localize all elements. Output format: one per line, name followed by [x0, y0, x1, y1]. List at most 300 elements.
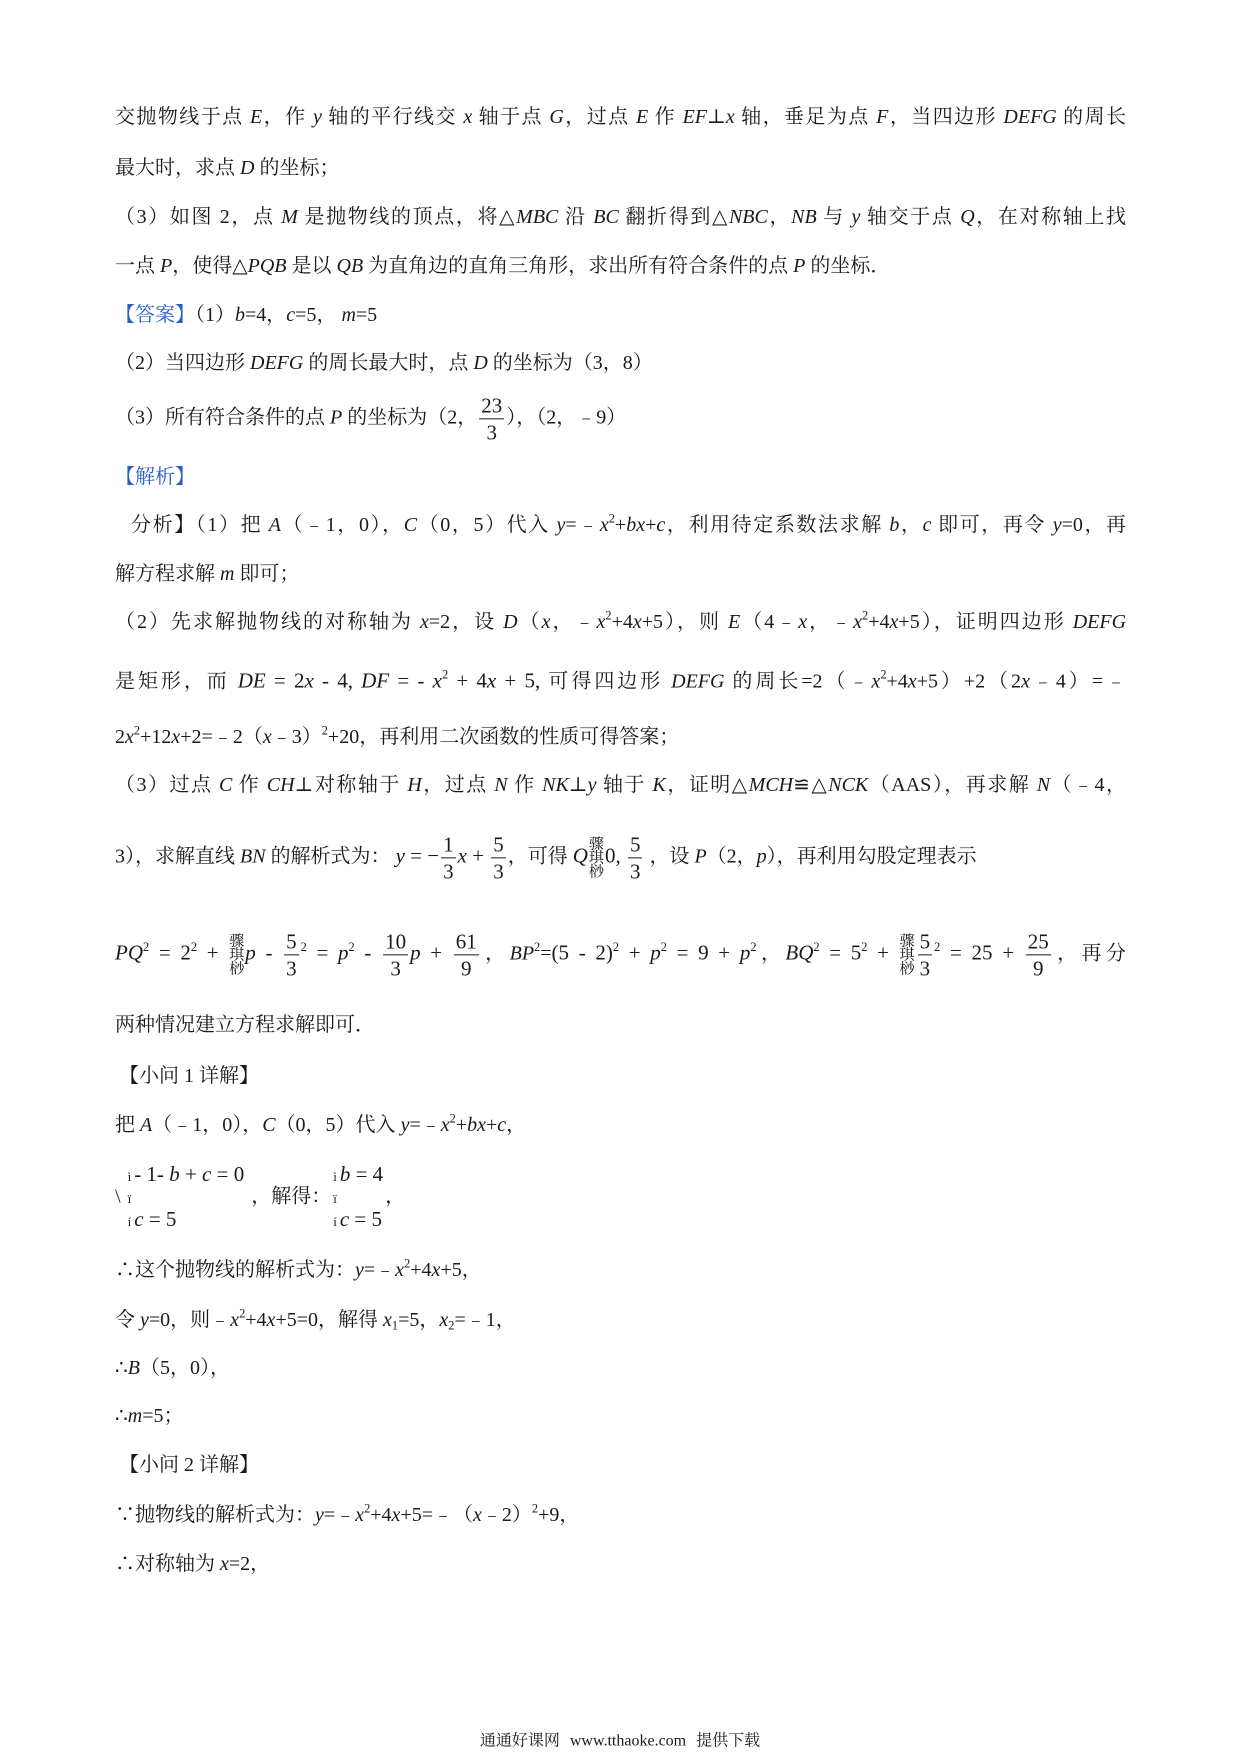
text-run: 一点: [115, 255, 160, 277]
text-run: 骤: [229, 933, 245, 949]
fraction-numerator: 5: [491, 832, 506, 858]
italic-variable: x: [419, 611, 429, 633]
solution-line: [115, 1551, 270, 1577]
text-run: 桫: [588, 864, 604, 880]
fraction-denominator: 3: [390, 956, 401, 981]
text-run: （0，5）代入: [417, 514, 557, 536]
text-run: 是矩形，而: [115, 670, 238, 693]
text-run: 最大时，求点: [115, 157, 240, 179]
math-text: + 4: [448, 668, 487, 693]
text-run: =0，再: [1061, 514, 1127, 536]
brace-glyph: ï: [333, 1191, 337, 1206]
italic-variable: b: [889, 514, 900, 536]
text-run: +: [486, 1114, 498, 1136]
fraction-numerator: 23: [479, 393, 504, 419]
analysis-line: [115, 609, 1126, 635]
text-run: ，在对称轴上找: [974, 206, 1127, 228]
italic-variable: NB: [791, 206, 817, 228]
text-run: =﹣1，: [454, 1309, 516, 1331]
superscript: 2: [321, 723, 328, 738]
italic-variable: B: [127, 1357, 140, 1379]
math-text: +: [420, 940, 452, 965]
answer-line: [115, 302, 377, 328]
italic-variable: MCH: [748, 774, 794, 796]
italic-variable: DEFG: [1072, 611, 1127, 633]
text-run: +4: [886, 670, 908, 693]
math-variable: p: [245, 940, 256, 965]
italic-variable: x: [395, 1259, 405, 1281]
brace-glyph: í: [127, 1214, 132, 1229]
math-text: + 5,: [496, 668, 549, 693]
italic-variable: A: [268, 514, 281, 536]
text-run: ，﹣: [807, 611, 854, 633]
math-variable: DF: [361, 668, 390, 693]
equation-row: [333, 1187, 340, 1209]
equation-row: [128, 1164, 245, 1187]
analysis-line: [115, 772, 1126, 798]
text-run: ），（2，﹣9）: [506, 406, 627, 429]
answer-line: [115, 393, 626, 444]
text-run: ⊥: [707, 106, 726, 128]
text-run: 把: [115, 1114, 140, 1136]
italic-variable: NK: [542, 774, 569, 796]
italic-variable: bx: [467, 1114, 486, 1136]
math-variable: Q: [572, 843, 588, 868]
superscript: 2: [364, 1501, 371, 1516]
question-line: [115, 253, 890, 279]
italic-variable: C: [262, 1114, 276, 1136]
text-run: 琪: [588, 850, 604, 866]
equation-row: [900, 962, 915, 976]
italic-variable: MBC: [516, 206, 559, 228]
text-run: +4: [245, 1309, 267, 1331]
italic-variable: x: [599, 514, 609, 536]
italic-variable: x: [889, 611, 899, 633]
superscript: 2: [880, 667, 887, 682]
math-text: = −: [404, 843, 440, 868]
italic-variable: y: [587, 774, 597, 796]
italic-variable: x: [383, 1309, 392, 1331]
subquestion-1-heading: [119, 1063, 259, 1089]
text-run: ，过点: [563, 106, 637, 128]
text-run: ﹣4）=﹣: [1029, 670, 1126, 693]
text-run: （﹣1，0），: [280, 514, 404, 536]
math-text: +: [197, 940, 229, 965]
equation-row: [128, 1209, 177, 1232]
text-run: （3）所有符合条件的点: [115, 406, 330, 429]
analysis-line: [115, 724, 679, 750]
italic-variable: x: [871, 670, 881, 693]
italic-variable: G: [549, 106, 564, 128]
italic-variable: x: [431, 1259, 441, 1281]
math-variable: p: [410, 940, 421, 965]
text-run: 与: [816, 206, 852, 228]
text-run: （4﹣: [740, 611, 799, 633]
equation-row: [229, 962, 244, 976]
text-run: =5；: [142, 1405, 184, 1427]
text-run: ），再利用勾股定理表示: [766, 845, 977, 868]
italic-variable: x: [220, 1553, 229, 1575]
footer-source: 通通好课网 www.tthaoke.com 提供下载: [479, 1732, 761, 1750]
equation-system: [128, 1164, 245, 1232]
italic-variable: P: [160, 255, 173, 277]
text-run: ，解得：: [246, 1185, 332, 1208]
math-variable: x: [304, 668, 314, 693]
text-run: ⊥: [568, 774, 588, 796]
fraction-numerator: 10: [383, 929, 408, 955]
text-run: ，当四边形: [888, 106, 1004, 128]
math-variable: p: [650, 940, 661, 965]
text-run: 沿: [558, 206, 594, 228]
equation-row: [333, 1209, 382, 1232]
math-text: = 4: [350, 1162, 384, 1186]
fraction-numerator: 1: [441, 832, 456, 858]
text-run: ，设: [644, 845, 695, 868]
text-run: ，: [385, 1185, 406, 1208]
math-variable: BQ: [785, 940, 814, 965]
text-run: 【小问 2 详解】: [119, 1454, 259, 1476]
text-run: 骤: [588, 836, 604, 852]
text-run: 的周长最大时，点: [303, 352, 474, 374]
math-variable: x: [486, 668, 497, 693]
italic-variable: BC: [593, 206, 619, 228]
text-run: +20，再利用二次函数的性质可得答案；: [327, 726, 680, 748]
text-run: 作: [232, 774, 267, 796]
text-run: 【小问 1 详解】: [119, 1065, 259, 1087]
text-run: （﹣1，0），: [152, 1114, 263, 1136]
italic-variable: C: [218, 774, 233, 796]
italic-variable: BP: [509, 942, 535, 965]
italic-variable: EF: [682, 106, 707, 128]
text-run: ∵抛物线的解析式为：: [115, 1504, 315, 1526]
fraction: [628, 832, 643, 883]
italic-variable: y: [315, 1504, 324, 1526]
text-run: ，: [767, 206, 792, 228]
text-run: 的坐标为（2，: [342, 406, 478, 429]
text-run: 的坐标为（3，8）: [487, 352, 653, 374]
text-run: 骤: [899, 933, 915, 949]
math-variable: PQ: [115, 940, 143, 965]
text-run: （2）先求解抛物线的对称轴为: [115, 611, 420, 633]
math-text: +: [179, 1162, 203, 1186]
italic-variable: E: [728, 611, 741, 633]
italic-variable: C: [403, 514, 418, 536]
superscript: 2: [605, 608, 612, 623]
text-run: ﹣3）: [271, 726, 322, 748]
text-run: =﹣: [565, 514, 600, 536]
italic-variable: c: [286, 304, 296, 326]
text-run: 为直角边的直角三角形，求出所有符合条件的点: [363, 255, 794, 277]
text-run: 作: [648, 106, 683, 128]
italic-variable: CH: [266, 774, 295, 796]
fraction: [441, 832, 456, 883]
math-variable: c: [202, 1162, 212, 1186]
subscript: 1: [391, 1318, 399, 1333]
superscript: 2: [239, 1306, 246, 1321]
italic-variable: x: [266, 1309, 276, 1331]
superscript: 2: [143, 939, 150, 954]
brace-glyph: ì: [333, 1169, 337, 1184]
equation-glyph-stack: [589, 837, 604, 879]
text-run: （2，: [706, 845, 757, 868]
text-run: 的周长: [1056, 106, 1127, 128]
text-run: 轴交于点: [860, 206, 961, 228]
italic-variable: x: [463, 106, 473, 128]
italic-variable: x: [125, 726, 134, 748]
italic-variable: x: [632, 611, 642, 633]
italic-variable: x: [439, 1309, 449, 1331]
question-line: [115, 104, 1126, 130]
solution-line: [115, 1307, 516, 1333]
equation-row: [333, 1164, 383, 1187]
italic-variable: b: [235, 304, 245, 326]
text-run: =﹣: [323, 1504, 356, 1526]
text-run: 2: [115, 726, 125, 748]
text-run: （: [517, 611, 542, 633]
subquestion-2-heading: [119, 1452, 259, 1478]
italic-variable: y: [851, 206, 861, 228]
text-run: +5），则: [641, 611, 729, 633]
italic-variable: x: [391, 1504, 401, 1526]
superscript: 2: [660, 939, 667, 954]
text-run: ，证明△: [665, 774, 749, 796]
text-run: ∴: [115, 1357, 128, 1379]
fraction-numerator: 5: [628, 832, 643, 858]
text-run: 轴的平行线交: [321, 106, 464, 128]
text-run: （3）如图 2，点: [115, 206, 282, 228]
superscript: 2: [133, 723, 141, 738]
brace-glyph: í: [333, 1214, 337, 1229]
italic-variable: x: [541, 611, 551, 633]
italic-variable: D: [503, 611, 518, 633]
fraction-denominator: 9: [461, 956, 472, 981]
fraction-denominator: 3: [286, 956, 297, 981]
solution-line: [115, 1112, 526, 1138]
text-run: ，: [756, 942, 786, 965]
subscript: 2: [448, 1318, 455, 1333]
math-text: - 4,: [313, 668, 362, 693]
text-run: ，: [899, 514, 923, 536]
fraction-denominator: 3: [629, 859, 641, 884]
text-run: +5=0，解得: [275, 1309, 383, 1331]
text-run: =﹣: [409, 1114, 441, 1136]
text-run: ，再分: [1052, 942, 1127, 965]
text-run: +5）+2（2: [916, 670, 1022, 693]
italic-variable: NBC: [728, 206, 768, 228]
text-run: （3）过点: [115, 774, 219, 796]
analysis-line: [115, 929, 1126, 980]
equation-glyph-stack: [229, 934, 244, 976]
superscript: 2: [449, 1111, 456, 1126]
text-run: 轴于: [596, 774, 653, 796]
italic-variable: c: [656, 514, 666, 536]
text-run: （0，5）代入: [275, 1114, 401, 1136]
text-run: +12: [140, 726, 172, 748]
italic-variable: BN: [240, 845, 266, 868]
text-run: （AAS），再求解: [868, 774, 1037, 796]
text-run: =5，: [398, 1309, 440, 1331]
text-run: ，: [480, 942, 510, 965]
text-run: +9，: [538, 1504, 580, 1526]
text-run: （1）: [195, 304, 235, 326]
math-text: = 5: [349, 1207, 382, 1231]
italic-variable: A: [140, 1114, 153, 1136]
math-variable: c: [134, 1207, 144, 1231]
italic-variable: c: [922, 514, 932, 536]
italic-variable: m: [127, 1405, 143, 1427]
math-text: +: [619, 940, 651, 965]
italic-variable: m: [341, 304, 356, 326]
solution-line: [115, 1257, 482, 1283]
text-run: 的坐标；: [254, 157, 340, 179]
text-run: =2，: [228, 1553, 271, 1575]
math-text: = 5: [143, 1207, 177, 1231]
italic-variable: K: [652, 774, 666, 796]
math-variable: b: [169, 1162, 180, 1186]
italic-variable: DEFG: [1003, 106, 1057, 128]
italic-variable: x: [725, 106, 735, 128]
math-text: = 2: [149, 940, 191, 965]
text-run: 琪: [899, 947, 915, 963]
italic-variable: P: [330, 406, 343, 429]
italic-variable: y: [355, 1259, 364, 1281]
section-label: 【答案】: [115, 304, 195, 326]
text-run: =0，则﹣: [148, 1309, 231, 1331]
text-run: 桫: [899, 961, 915, 977]
text-run: 翻折得到△: [618, 206, 729, 228]
superscript: 2: [861, 939, 868, 954]
italic-variable: Q: [960, 206, 975, 228]
text-run: ⊥对称轴于: [294, 774, 408, 796]
fraction: [918, 929, 933, 980]
text-run: ，可得: [507, 845, 573, 868]
math-text: = 2: [265, 668, 305, 693]
text-run: 是抛物线的顶点，将△: [297, 206, 517, 228]
italic-variable: E: [636, 106, 649, 128]
math-text: 0,: [604, 843, 626, 868]
text-run: 3），求解直线: [115, 845, 240, 868]
italic-variable: x: [262, 726, 272, 748]
italic-variable: N: [494, 774, 508, 796]
italic-variable: x: [798, 611, 808, 633]
text-run: +2=﹣2（: [180, 726, 263, 748]
fraction: [383, 929, 408, 980]
italic-variable: N: [1036, 774, 1051, 796]
superscript: 2: [300, 939, 307, 954]
text-run: （2）当四边形: [115, 352, 250, 374]
math-text: +: [867, 940, 899, 965]
italic-variable: x: [171, 726, 181, 748]
math-text: -: [354, 940, 382, 965]
equation-row: [589, 865, 604, 879]
italic-variable: c: [497, 1114, 507, 1136]
superscript: 2: [750, 939, 757, 954]
italic-variable: y: [312, 106, 322, 128]
fraction: [284, 929, 299, 980]
italic-variable: m: [220, 563, 235, 585]
equation-system-line: [115, 1164, 405, 1232]
italic-variable: DEFG: [250, 352, 304, 374]
italic-variable: E: [250, 106, 263, 128]
text-run: 两种情况建立方程求解即可．: [115, 1014, 375, 1036]
text-run: 交抛物线于点: [115, 106, 251, 128]
text-run: 的周长=2（﹣: [724, 670, 872, 693]
text-run: ∴: [115, 1405, 128, 1427]
text-run: 琪: [229, 947, 245, 963]
italic-variable: p: [756, 845, 767, 868]
analysis-line: [115, 832, 977, 883]
italic-variable: P: [694, 845, 707, 868]
question-line: [115, 155, 339, 181]
text-run: =4，: [245, 304, 287, 326]
math-variable: y: [395, 843, 405, 868]
text-run: 作: [507, 774, 543, 796]
math-text: =: [306, 940, 339, 965]
math-variable: x: [457, 843, 467, 868]
italic-variable: x: [596, 611, 606, 633]
text-run: +5=﹣（: [400, 1504, 473, 1526]
text-run: ∴这个抛物线的解析式为：: [115, 1259, 355, 1281]
fraction: [454, 929, 479, 980]
superscript: 2: [934, 939, 941, 954]
equation-glyph-stack: [900, 934, 915, 976]
math-text: = 9 +: [666, 940, 740, 965]
fraction-numerator: 5: [918, 929, 933, 955]
italic-variable: x: [1021, 670, 1030, 693]
text-run: =5: [355, 304, 378, 326]
italic-variable: x: [473, 1504, 482, 1526]
superscript: 2: [404, 1256, 411, 1271]
math-variable: p: [338, 940, 349, 965]
fraction: [1026, 929, 1051, 980]
math-variable: b: [339, 1162, 351, 1186]
solution-line: [115, 1355, 230, 1381]
italic-variable: H: [407, 774, 422, 796]
italic-variable: P: [793, 255, 806, 277]
fraction-denominator: 9: [1033, 956, 1044, 981]
math-text: = 25 +: [940, 940, 1024, 965]
italic-variable: NCK: [828, 774, 869, 796]
equation-row: [900, 934, 915, 948]
math-text: - 1-: [134, 1162, 170, 1186]
text-run: 解方程求解: [115, 563, 220, 585]
fraction-numerator: 25: [1026, 929, 1051, 955]
equation-row: [229, 948, 244, 962]
math-variable: p: [739, 940, 751, 965]
analysis-line: [131, 512, 1126, 538]
text-run: \: [115, 1185, 126, 1208]
text-run: =: [540, 942, 552, 965]
text-run: 可得四边形: [548, 670, 672, 693]
italic-variable: M: [281, 206, 298, 228]
math-text: +: [466, 843, 490, 868]
text-run: +: [614, 514, 627, 536]
text-run: 分析】（1）把: [131, 514, 269, 536]
text-run: 即可，再令: [931, 514, 1053, 536]
fraction-denominator: 3: [443, 859, 454, 884]
brace-glyph: ï: [127, 1191, 132, 1206]
italic-variable: y: [400, 1114, 410, 1136]
italic-variable: x: [440, 1114, 450, 1136]
equation-row: [128, 1187, 135, 1209]
italic-variable: y: [140, 1309, 149, 1331]
math-text: = -: [389, 668, 433, 693]
text-run: 令: [115, 1309, 140, 1331]
text-run: 的解析式为：: [265, 845, 396, 868]
text-run: ，: [506, 1114, 527, 1136]
equation-row: [589, 851, 604, 865]
brace-glyph: ì: [127, 1169, 132, 1184]
